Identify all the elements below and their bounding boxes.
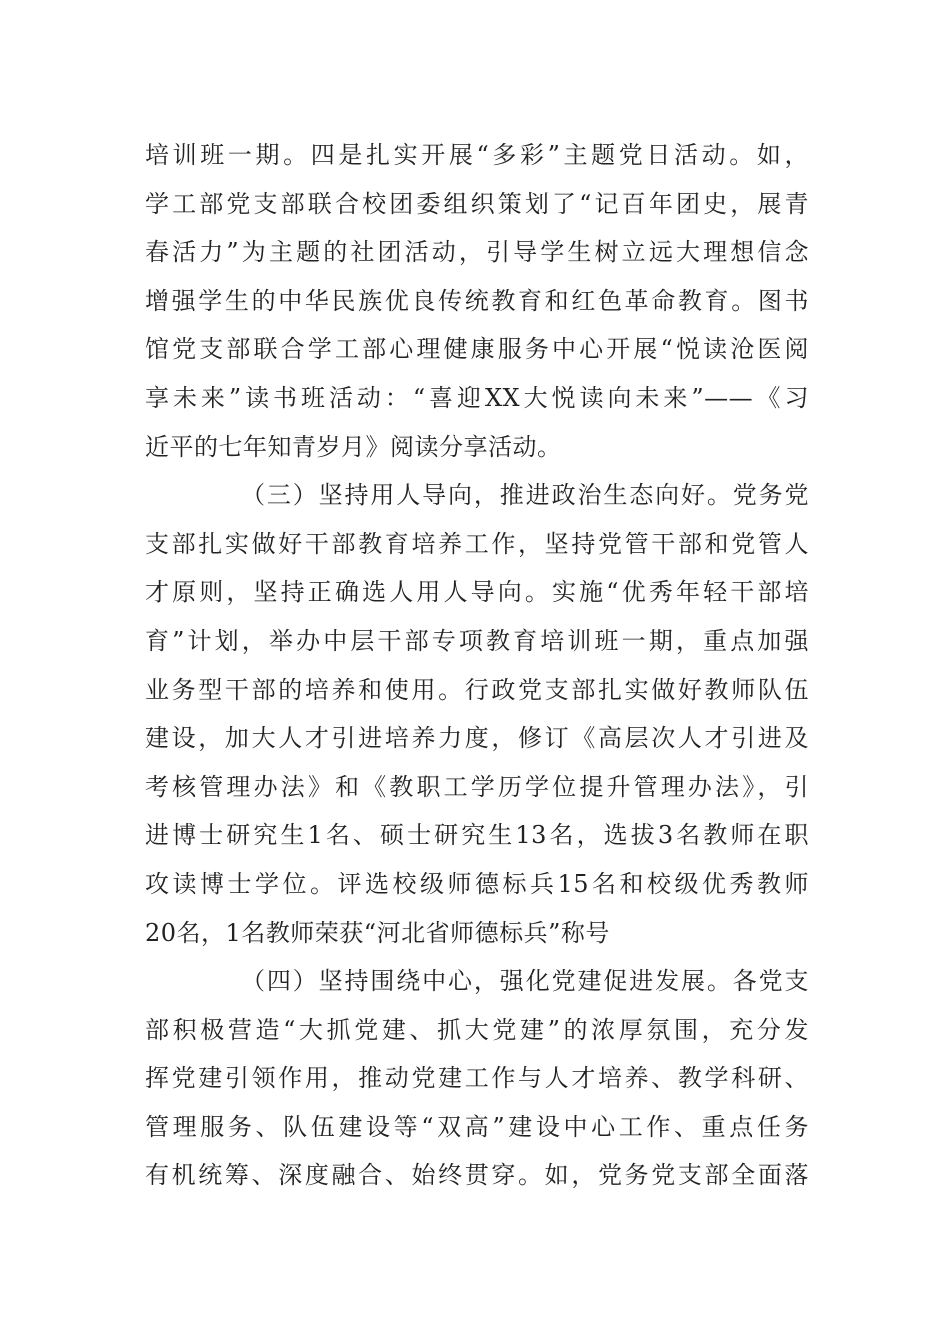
text-line: 攻读博士学位。评选校级师德标兵15名和校级优秀教师 xyxy=(145,869,809,898)
text-line: （四）坚持围绕中心，强化党建促进发展。各党支 xyxy=(241,967,809,996)
body-text xyxy=(145,131,809,1200)
text-line: 建设，加大人才引进培养力度，修订《高层次人才引进及 xyxy=(145,724,809,753)
text-line: 部积极营造“大抓党建、抓大党建”的浓厚氛围，充分发 xyxy=(145,1015,809,1044)
text-line: 有机统筹、深度融合、始终贯穿。如，党务党支部全面落 xyxy=(145,1161,809,1190)
text-line: （三）坚持用人导向，推进政治生态向好。党务党 xyxy=(241,481,809,510)
text-line: 20名，1名教师荣获“河北省师德标兵”称号 xyxy=(145,918,610,947)
text-line: 挥党建引领作用，推动党建工作与人才培养、教学科研、 xyxy=(145,1064,809,1093)
text-line: 业务型干部的培养和使用。行政党支部扎实做好教师队伍 xyxy=(145,675,809,704)
text-line: 管理服务、队伍建设等“双高”建设中心工作、重点任务 xyxy=(145,1112,809,1141)
text-line: 学工部党支部联合校团委组织策划了“记百年团史，展青 xyxy=(145,189,809,218)
text-line: 春活力”为主题的社团活动，引导学生树立远大理想信念 xyxy=(145,238,809,267)
text-line: 享未来”读书班活动：“喜迎XX大悦读向未来”——《习 xyxy=(145,383,809,412)
text-line: 才原则，坚持正确选人用人导向。实施“优秀年轻干部培 xyxy=(145,578,809,607)
text-line: 进博士研究生1名、硕士研究生13名，选拔3名教师在职 xyxy=(145,821,809,850)
text-line: 支部扎实做好干部教育培养工作，坚持党管干部和党管人 xyxy=(145,529,809,558)
text-line: 馆党支部联合学工部心理健康服务中心开展“悦读沧医阅 xyxy=(145,335,809,364)
text-line: 育”计划，举办中层干部专项教育培训班一期，重点加强 xyxy=(145,626,809,655)
text-line: 考核管理办法》和《教职工学历学位提升管理办法》，引 xyxy=(145,772,809,801)
text-line: 增强学生的中华民族优良传统教育和红色革命教育。图书 xyxy=(145,286,809,315)
text-line: 培训班一期。四是扎实开展“多彩”主题党日活动。如， xyxy=(145,141,809,169)
text-line: 近平的七年知青岁月》阅读分享活动。 xyxy=(145,432,562,461)
